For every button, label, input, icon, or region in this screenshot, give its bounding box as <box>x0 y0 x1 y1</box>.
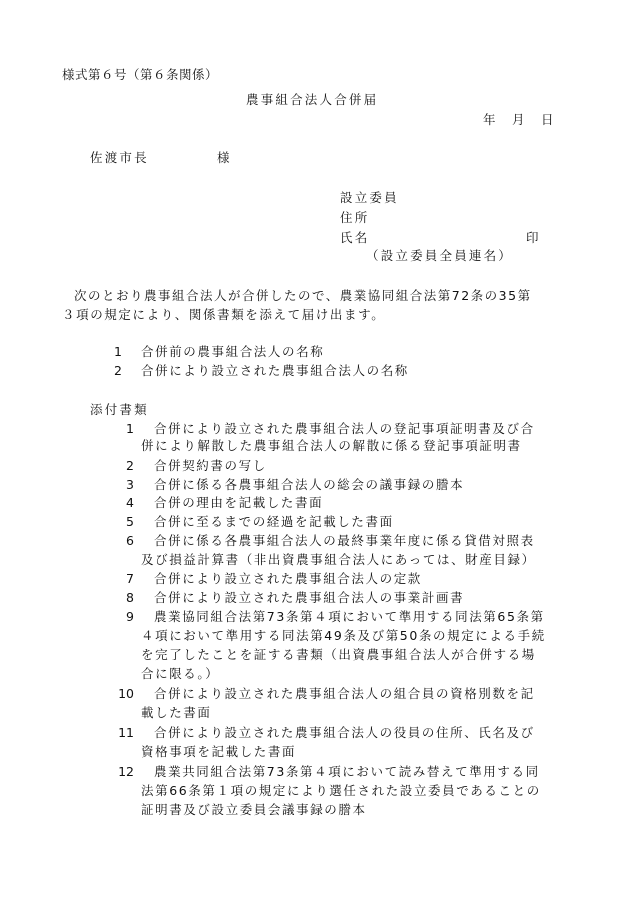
attachment-text-line: 証明書及び設立委員会議事録の謄本 <box>141 802 367 817</box>
applicant-name-label: 氏名 <box>340 230 370 245</box>
attachment-text-line: ４項において準用する同法第49条及び第50条の規定による手続 <box>141 628 546 643</box>
attachment-text-line: 併により解散した農事組合法人の解散に係る登記事項証明書 <box>141 438 522 453</box>
attachment-number: 4 <box>126 495 134 510</box>
attachment-text-line: 合に限る。） <box>141 666 220 681</box>
attachment-text-line: 載した書面 <box>141 705 212 720</box>
date-month: 月 <box>512 112 525 127</box>
attachment-text-line: 合併契約書の写し <box>154 458 267 473</box>
item-text: 合併前の農事組合法人の名称 <box>141 344 325 359</box>
attachment-text-line: を完了したことを証する書類（出資農事組合法人が合併する場 <box>141 647 536 662</box>
attachment-text-line: 合併に係る各農事組合法人の総会の議事録の謄本 <box>154 477 465 492</box>
attachment-text-line: 合併により設立された農事組合法人の定款 <box>154 571 422 586</box>
addressee-name: 佐渡市長 <box>90 150 149 165</box>
attachment-text-line: 合併の理由を記載した書面 <box>154 495 324 510</box>
attachment-text-line: 合併に至るまでの経過を記載した書面 <box>154 514 394 529</box>
attachment-number: 3 <box>126 477 134 492</box>
attachment-text-line: 合併により設立された農事組合法人の組合員の資格別数を記 <box>154 686 535 701</box>
attachment-number: 12 <box>118 764 134 779</box>
attachment-text-line: 農業協同組合法第73条第４項において準用する同法第65条第 <box>154 609 545 624</box>
attachment-number: 7 <box>126 571 134 586</box>
attachment-number: 1 <box>126 421 134 436</box>
applicant-address-label: 住所 <box>340 210 370 225</box>
item-text: 合併により設立された農事組合法人の名称 <box>141 363 409 378</box>
attachment-text-line: 法第66条第１項の規定により選任された設立委員であることの <box>141 783 541 798</box>
attachment-number: 2 <box>126 458 134 473</box>
attachment-number: 10 <box>118 686 134 701</box>
attachment-text-line: 農業共同組合法第73条第４項において読み替えて準用する同 <box>154 764 540 779</box>
attachment-number: 9 <box>126 609 134 624</box>
seal-mark: 印 <box>526 230 539 245</box>
applicant-role: 設立委員 <box>340 190 399 205</box>
attachment-number: 5 <box>126 514 134 529</box>
attachment-text-line: 合併により設立された農事組合法人の役員の住所、氏名及び <box>154 725 535 740</box>
attachment-text-line: 資格事項を記載した書面 <box>141 744 297 759</box>
addressee-honorific: 様 <box>217 150 230 165</box>
date-day: 日 <box>541 112 554 127</box>
attachment-number: 6 <box>126 533 134 548</box>
applicant-note: （設立委員全員連名） <box>366 248 514 263</box>
item-number: 1 <box>114 344 122 359</box>
attachment-text-line: 及び損益計算書（非出資農事組合法人にあっては、財産目録） <box>141 552 536 567</box>
form-label: 様式第６号（第６条関係） <box>62 67 219 82</box>
body-line-1: 次のとおり農事組合法人が合併したので、農業協同組合法第72条の35第 <box>74 288 532 303</box>
attachment-text-line: 合併により設立された農事組合法人の事業計画書 <box>154 590 465 605</box>
body-line-2: ３項の規定により、関係書類を添えて届け出ます。 <box>62 307 386 322</box>
item-number: 2 <box>114 363 122 378</box>
date-year: 年 <box>483 112 496 127</box>
attachment-number: 8 <box>126 590 134 605</box>
attachment-text-line: 合併に係る各農事組合法人の最終事業年度に係る貸借対照表 <box>154 533 535 548</box>
attachments-heading: 添付書類 <box>90 402 149 417</box>
attachment-text-line: 合併により設立された農事組合法人の登記事項証明書及び合 <box>154 421 535 436</box>
attachment-number: 11 <box>118 725 134 740</box>
document-title: 農事組合法人合併届 <box>246 92 379 107</box>
